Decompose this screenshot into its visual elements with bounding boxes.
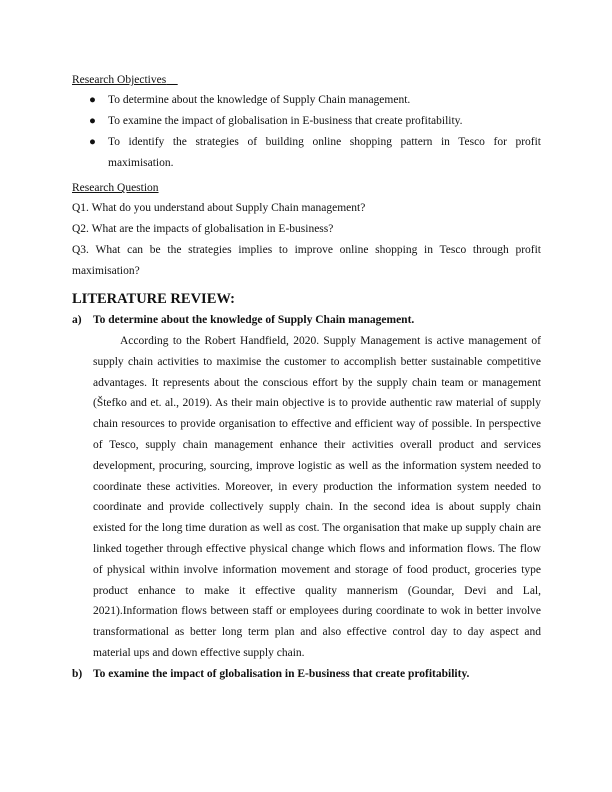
objective-item: ● To determine about the knowledge of Supply Chain management. [72, 90, 541, 111]
question-item: Q3. What can be the strategies implies to improve online shopping in Tesco through profit maximisation? [72, 244, 541, 277]
bullet-icon: ● [89, 94, 96, 106]
section-a-marker: a) [72, 314, 82, 326]
bullet-icon: ● [89, 136, 96, 148]
literature-review-title: LITERATURE REVIEW: [72, 291, 235, 307]
section-a-heading [72, 310, 541, 331]
bullet-icon: ● [89, 115, 96, 127]
document-page [72, 70, 541, 685]
section-b-heading-text: To examine the impact of globalisation in E-business that create profitability. [93, 667, 470, 680]
research-objectives-heading-text: Research Objectives [72, 74, 167, 86]
research-question-heading: Research Question [72, 182, 159, 194]
question-item: Q1. What do you understand about Supply Chain management? [72, 202, 366, 214]
objective-item: ● To identify the strategies of building online shopping pattern in Tesco for profit maximisation. [72, 132, 541, 174]
section-b-heading [72, 664, 541, 685]
section-b-marker: b) [72, 667, 83, 680]
research-objectives-heading [72, 70, 541, 90]
section-a-heading-text: To determine about the knowledge of Supply Chain management. [93, 314, 415, 326]
section-a-paragraph: According to the Robert Handfield, 2020. Supply Management is active management of supply chain activities to maximise the customer to accomplish better sustainable competitive advantages. It represents about the conscious effort by the supply chain team or management (Štefko and et. al., 2019). As their main objective is to provide authentic raw material of supply chain resources to provide organisation to effective and efficient way of possible. In perspective of Tesco, supply chain management enhance their activities overall product and services development, procuring, sourcing, improve logistic as well as the information system needed to coordinate these activities. Moreover, in every production the information system needed to coordinate and provide collectively supply chain. In the second idea is about supply chain existed for the long time duration as well as cost. The organisation that make up supply chain are linked together through effective physical change which flows and information flows. The flow of physical within involve information movement and storage of food product, groceries type product enhance to make it effective quality mannerism (Goundar, Devi and Lal, 2021).Information flows between staff or employees during coordinate to wok in better involve transformational as better long term plan and also effective control day to day aspect and material ups and down effective supply chain. [93, 335, 541, 659]
objectives-list [72, 90, 541, 174]
question-item: Q2. What are the impacts of globalisation in E-business? [72, 223, 334, 235]
objective-item: ● To examine the impact of globalisation in E-business that create profitability. [72, 111, 541, 132]
